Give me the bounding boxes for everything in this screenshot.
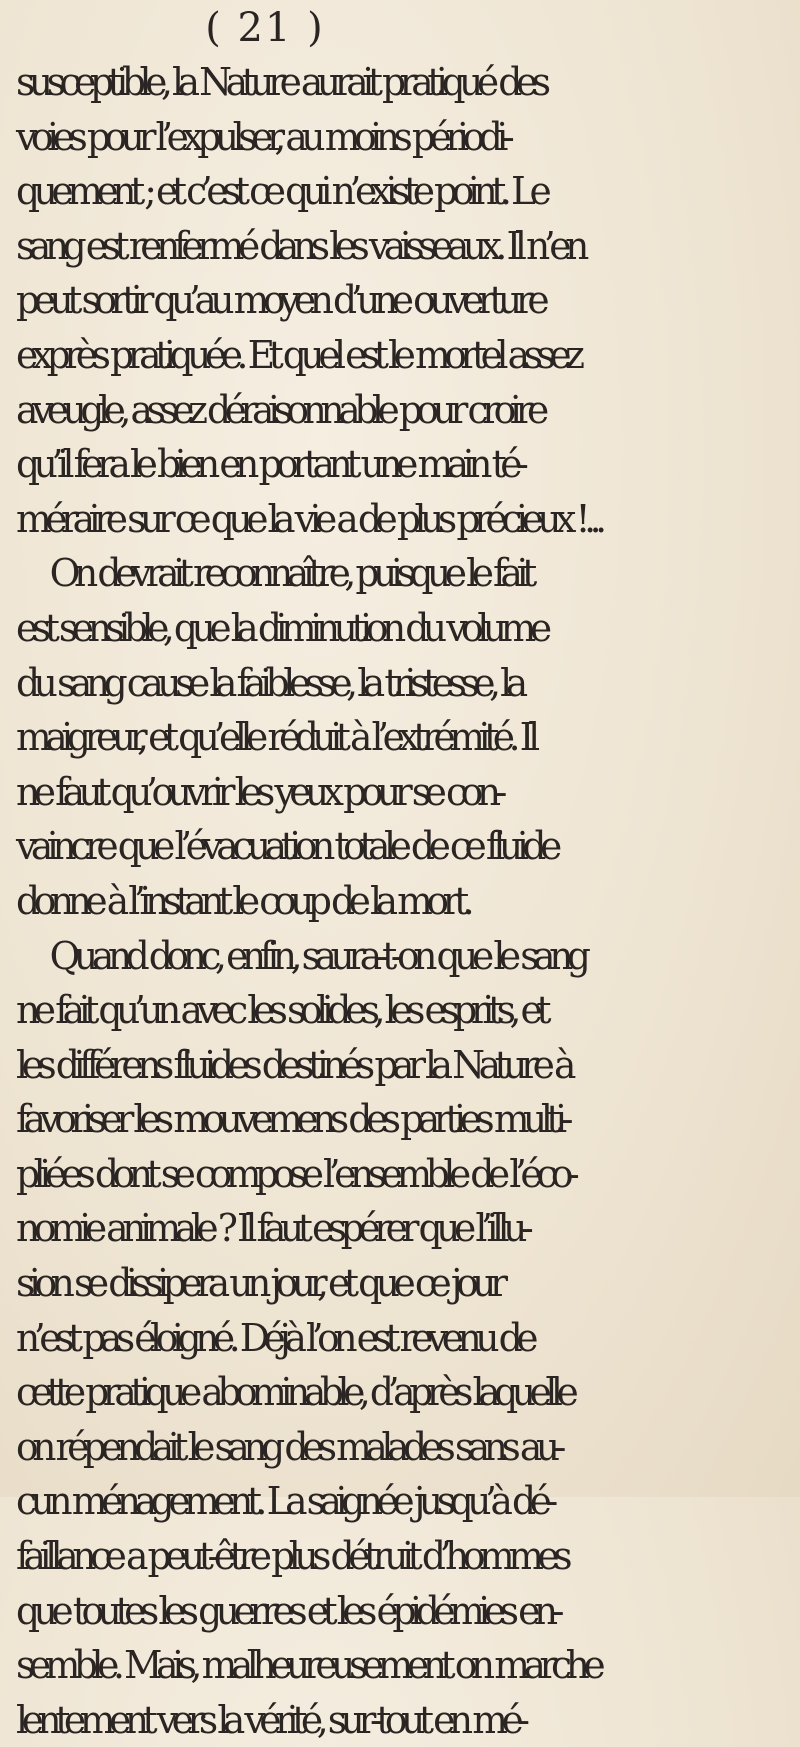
text-line: vaincre que l’évacuation totale de ce fluide (16, 824, 556, 869)
text-line: quement ; et c’est ce qui n’existe point. Le (16, 169, 546, 214)
page-number: ( 21 ) (205, 5, 325, 51)
text-line: susceptible, la Nature aurait pratiqué des (16, 60, 545, 104)
text-line: maigreur, et qu’elle réduit à l’extrémité. Il (16, 715, 534, 760)
paragraph-start-line: On devrait reconnaître, puisque le fait (49, 551, 531, 596)
text-line: semble. Mais, malheureusement on marche (16, 1643, 600, 1688)
text-line: cette pratique abominable, d’après laquelle (16, 1370, 573, 1415)
text-line: peut sortir qu’au moyen d’une ouverture (16, 278, 544, 323)
text-line: cun ménagement. La saignée jusqu’à dé- (16, 1479, 552, 1524)
text-line: aveugle, assez déraisonnable pour croire (16, 387, 543, 432)
text-line: qu’il fera le bien en portant une main té- (16, 442, 523, 487)
text-line: du sang cause la faiblesse, la tristesse, la (16, 660, 522, 705)
text-line: lentement vers la vérité, sur-tout en mé- (16, 1697, 524, 1742)
text-line: on répendait le sang des malades sans au- (16, 1424, 560, 1469)
text-line: favoriser les mouvemens des parties multi- (16, 1097, 567, 1142)
text-line: les différens fluides destinés par la Nature à (16, 1042, 570, 1087)
text-line: ne fait qu’un avec les solides, les esprits, et (16, 988, 546, 1033)
text-line: faillance a peut-être plus détruit d’hommes (16, 1534, 567, 1579)
text-line: que toutes les guerres et les épidémies en- (16, 1588, 558, 1633)
text-line: exprès pratiquée. Et quel est le mortel assez (16, 332, 579, 377)
text-line: sion se dissipera un jour, et que ce jour (16, 1261, 502, 1306)
text-line: méraire sur ce que la vie a de plus précieux !... (16, 496, 601, 541)
text-line: sang est renfermé dans les vaisseaux. Il n’en (16, 223, 583, 268)
text-line: voies pour l’expulser, au moins périodi- (16, 114, 509, 159)
body-text (16, 55, 796, 1747)
text-line: ne faut qu’ouvrir les yeux pour se con- (16, 769, 501, 814)
text-line: donne à l’instant le coup de la mort. (16, 878, 469, 923)
text-line: est sensible, que la diminution du volume (16, 605, 546, 650)
paragraph-start-line: Quand donc, enfin, saura-t-on que le sang (49, 933, 585, 978)
text-line: nomie animale ? Il faut espérer que l’illu- (16, 1206, 528, 1251)
text-line: n’est pas éloigné. Déjà l’on est revenu de (16, 1315, 533, 1360)
text-line: pliées dont se compose l’ensemble de l’éco- (16, 1151, 574, 1196)
